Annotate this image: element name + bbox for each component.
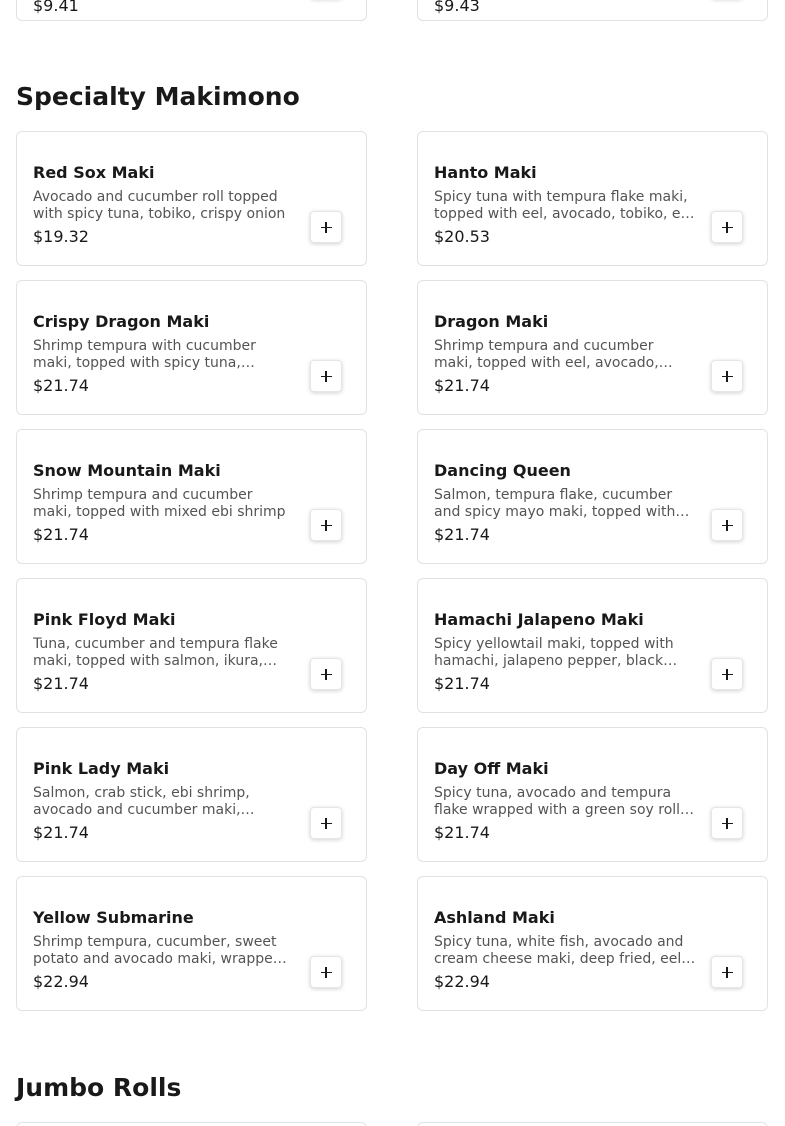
menu-item-card[interactable] bbox=[417, 429, 768, 564]
menu-item-price: $22.94 bbox=[33, 972, 89, 991]
plus-icon bbox=[321, 669, 332, 680]
menu-item-price: $21.74 bbox=[434, 674, 490, 693]
menu-item-card[interactable] bbox=[417, 280, 768, 415]
menu-item-info bbox=[33, 163, 295, 247]
menu-item-description: Spicy tuna with tempura flake maki, topped with eel, avocado, tobiko, eel bbox=[434, 189, 694, 222]
menu-item-card[interactable] bbox=[16, 876, 367, 1011]
menu-item-description: Salmon, crab stick, ebi shrimp, avocado and cucumber maki, bbox=[33, 785, 250, 818]
plus-icon bbox=[722, 669, 733, 680]
menu-item-price: $21.74 bbox=[33, 823, 89, 842]
menu-item-info bbox=[434, 759, 696, 843]
plus-icon bbox=[321, 967, 332, 978]
menu-item-name: Hanto Maki bbox=[434, 163, 537, 182]
add-to-cart-button[interactable] bbox=[310, 360, 342, 392]
menu-item-name: Day Off Maki bbox=[434, 759, 549, 778]
menu-item-info bbox=[33, 461, 295, 545]
menu-item-name: Yellow Submarine bbox=[33, 908, 194, 927]
add-to-cart-button[interactable] bbox=[711, 509, 743, 541]
menu-item-name: Dancing Queen bbox=[434, 461, 571, 480]
menu-item-info bbox=[33, 759, 295, 843]
menu-item-card[interactable] bbox=[16, 280, 367, 415]
menu-item-name: Ashland Maki bbox=[434, 908, 555, 927]
plus-icon bbox=[722, 818, 733, 829]
add-to-cart-button[interactable] bbox=[711, 658, 743, 690]
menu-item-card[interactable] bbox=[16, 727, 367, 862]
menu-item-price: $19.32 bbox=[33, 227, 89, 246]
menu-item-name: Pink Lady Maki bbox=[33, 759, 170, 778]
plus-icon bbox=[722, 967, 733, 978]
add-to-cart-button[interactable] bbox=[711, 211, 743, 243]
menu-item-price: $22.94 bbox=[434, 972, 490, 991]
menu-item-price: $21.74 bbox=[434, 376, 490, 395]
menu-item-description: Salmon, tempura flake, cucumber and spicy mayo maki, topped with bbox=[434, 487, 676, 520]
menu-item-description: Shrimp tempura with cucumber maki, topped with spicy tuna, bbox=[33, 338, 256, 371]
add-to-cart-button[interactable] bbox=[711, 807, 743, 839]
menu-item-card[interactable] bbox=[16, 131, 367, 266]
menu-item-price: $21.74 bbox=[33, 525, 89, 544]
menu-item-card[interactable] bbox=[417, 0, 768, 21]
menu-item-info bbox=[33, 610, 295, 694]
plus-icon bbox=[321, 818, 332, 829]
add-to-cart-button[interactable] bbox=[310, 807, 342, 839]
menu-item-info bbox=[33, 312, 295, 396]
menu-item-info bbox=[434, 163, 696, 247]
menu-item-info bbox=[434, 312, 696, 396]
menu-item-card[interactable] bbox=[16, 0, 367, 21]
menu-item-price: $21.74 bbox=[33, 376, 89, 395]
plus-icon bbox=[321, 371, 332, 382]
menu-item-description: Spicy yellowtail maki, topped with hamachi, jalapeno pepper, black bbox=[434, 636, 674, 669]
menu-item-description: Avocado and cucumber roll topped with spicy tuna, tobiko, crispy onion bbox=[33, 189, 286, 222]
menu-item-name: Dragon Maki bbox=[434, 312, 549, 331]
add-to-cart-button[interactable] bbox=[310, 956, 342, 988]
menu-item-card[interactable] bbox=[16, 429, 367, 564]
menu-item-price: $9.41 bbox=[33, 0, 79, 15]
menu-item-price: $20.53 bbox=[434, 227, 490, 246]
add-to-cart-button[interactable] bbox=[310, 658, 342, 690]
menu-item-card[interactable] bbox=[417, 131, 768, 266]
menu-item-description: Tuna, cucumber and tempura flake maki, topped with salmon, ikura, bbox=[33, 636, 278, 669]
menu-item-info bbox=[434, 610, 696, 694]
section-title: Jumbo Rolls bbox=[16, 1073, 182, 1102]
section-title: Specialty Makimono bbox=[16, 82, 300, 111]
menu-item-name: Hamachi Jalapeno Maki bbox=[434, 610, 644, 629]
plus-icon bbox=[722, 371, 733, 382]
add-to-cart-button[interactable] bbox=[310, 509, 342, 541]
menu-item-card[interactable] bbox=[16, 1122, 367, 1126]
menu-item-name: Pink Floyd Maki bbox=[33, 610, 176, 629]
menu-item-info bbox=[33, 908, 295, 992]
menu-item-name: Crispy Dragon Maki bbox=[33, 312, 210, 331]
add-to-cart-button[interactable] bbox=[711, 360, 743, 392]
plus-icon bbox=[722, 520, 733, 531]
menu-item-description: Shrimp tempura and cucumber maki, topped with mixed ebi shrimp bbox=[33, 487, 286, 520]
menu-item-card[interactable] bbox=[417, 876, 768, 1011]
plus-icon bbox=[722, 222, 733, 233]
menu-item-description: Shrimp tempura and cucumber maki, topped with eel, avocado, bbox=[434, 338, 659, 371]
menu-item-price: $9.43 bbox=[434, 0, 480, 15]
add-to-cart-button[interactable] bbox=[711, 956, 743, 988]
menu-item-price: $21.74 bbox=[33, 674, 89, 693]
menu-item-price: $21.74 bbox=[434, 823, 490, 842]
menu-item-info bbox=[434, 461, 696, 545]
plus-icon bbox=[321, 520, 332, 531]
menu-item-card[interactable] bbox=[417, 1122, 768, 1126]
menu-item-description: Spicy tuna, avocado and tempura flake wrapped with a green soy roll bbox=[434, 785, 681, 818]
menu-item-name: Red Sox Maki bbox=[33, 163, 155, 182]
plus-icon bbox=[321, 222, 332, 233]
menu-item-name: Snow Mountain Maki bbox=[33, 461, 221, 480]
menu-item-description: Spicy tuna, white fish, avocado and cream cheese maki, deep fried, eel bbox=[434, 934, 684, 967]
menu-item-card[interactable] bbox=[16, 578, 367, 713]
menu-item-card[interactable] bbox=[417, 727, 768, 862]
menu-item-card[interactable] bbox=[417, 578, 768, 713]
menu-item-info bbox=[434, 908, 696, 992]
menu-item-price: $21.74 bbox=[434, 525, 490, 544]
add-to-cart-button[interactable] bbox=[310, 211, 342, 243]
menu-item-description: Shrimp tempura, cucumber, sweet potato and avocado maki, wrapped bbox=[33, 934, 282, 967]
